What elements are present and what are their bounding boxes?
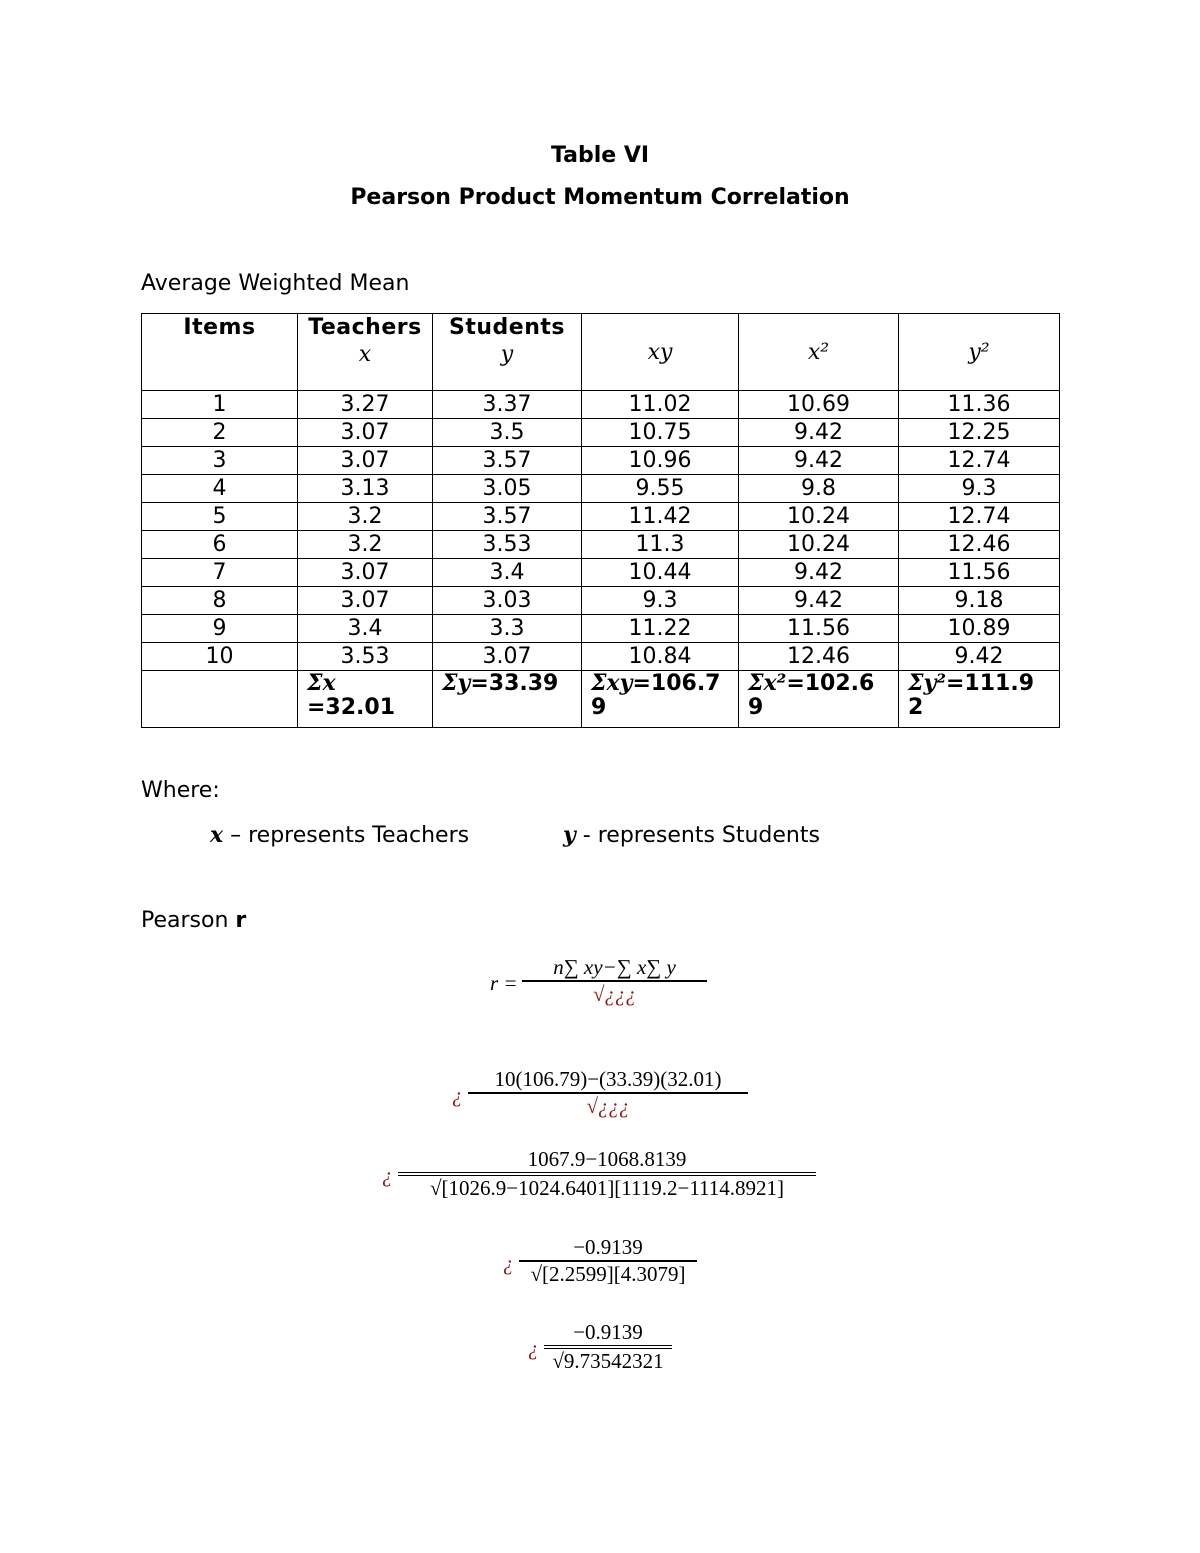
formula-denominator: √9.73542321	[552, 1349, 664, 1373]
table-row	[142, 391, 1060, 419]
table-cell: 10.75	[582, 419, 739, 447]
formula-numerator: 1067.9−1068.8139	[527, 1147, 687, 1171]
table-cell: 11.56	[899, 559, 1060, 587]
table-cell: 3.07	[298, 559, 433, 587]
table-cell: 3.27	[298, 391, 433, 419]
table-cell: 9.42	[739, 587, 899, 615]
table-cell: 2	[142, 419, 298, 447]
table-sum-row	[142, 671, 1060, 728]
table-cell: 10.24	[739, 531, 899, 559]
header-teachers: Teachers x	[298, 314, 433, 391]
table-cell: 3.4	[433, 559, 582, 587]
formula-denominator: √¿¿¿	[592, 982, 637, 1006]
formula-fraction	[398, 1147, 816, 1201]
sum-x-squared-cell: Σx²=102.6 9	[739, 671, 899, 728]
header-y-squared: y²	[899, 314, 1060, 391]
where-y-definition: y - represents Students	[563, 822, 820, 848]
formula-numerator: n∑ xy−∑ x∑ y	[553, 955, 676, 979]
table-cell: 9.42	[739, 447, 899, 475]
table-cell: 12.74	[899, 503, 1060, 531]
table-row	[142, 615, 1060, 643]
table-cell: 3.57	[433, 447, 582, 475]
formula-simplified	[503, 1235, 703, 1295]
formula-fraction	[544, 1320, 672, 1374]
table-cell: 3.13	[298, 475, 433, 503]
formula-fraction	[522, 955, 707, 1007]
formula-denominator: √¿¿¿	[586, 1094, 630, 1118]
formula-substitution	[452, 1067, 752, 1127]
sum-y-squared-cell: Σy²=111.9 2	[899, 671, 1060, 728]
table-cell: 3.03	[433, 587, 582, 615]
table-cell: 12.25	[899, 419, 1060, 447]
table-cell: 9	[142, 615, 298, 643]
table-cell: 10.24	[739, 503, 899, 531]
table-cell: 11.22	[582, 615, 739, 643]
table-cell: 11.3	[582, 531, 739, 559]
formula-lhs: ¿	[528, 1336, 539, 1360]
table-cell: 9.55	[582, 475, 739, 503]
table-cell: 9.42	[739, 419, 899, 447]
table-cell: 3.07	[298, 447, 433, 475]
table-row	[142, 587, 1060, 615]
header-items: Items	[142, 314, 298, 391]
section-label: Average Weighted Mean	[141, 271, 410, 296]
table-cell: 11.36	[899, 391, 1060, 419]
table-row	[142, 531, 1060, 559]
header-xy: xy	[582, 314, 739, 391]
table-row	[142, 643, 1060, 671]
table-cell: 3	[142, 447, 298, 475]
table-subtitle: Pearson Product Momentum Correlation	[350, 185, 850, 210]
table-cell: 9.3	[582, 587, 739, 615]
table-cell: 3.05	[433, 475, 582, 503]
table-cell: 5	[142, 503, 298, 531]
table-cell: 6	[142, 531, 298, 559]
table-cell: 1	[142, 391, 298, 419]
formula-numerator: 10(106.79)−(33.39)(32.01)	[494, 1067, 722, 1091]
table-cell: 11.42	[582, 503, 739, 531]
table-row	[142, 503, 1060, 531]
sum-x-cell: Σx =32.01	[298, 671, 433, 728]
formula-lhs: ¿	[452, 1083, 463, 1107]
table-cell: 3.4	[298, 615, 433, 643]
table-cell: 9.8	[739, 475, 899, 503]
table-cell: 10.96	[582, 447, 739, 475]
formula-expanded	[382, 1147, 822, 1207]
where-label: Where:	[141, 778, 220, 803]
table-cell: 12.46	[739, 643, 899, 671]
table-row	[142, 475, 1060, 503]
formula-final	[528, 1320, 678, 1380]
table-cell: 8	[142, 587, 298, 615]
table-cell: 9.42	[899, 643, 1060, 671]
header-x-squared: x²	[739, 314, 899, 391]
formula-fraction	[519, 1235, 697, 1287]
table-cell: 9.42	[739, 559, 899, 587]
sum-empty-cell	[142, 671, 298, 728]
table-header-row	[142, 314, 1060, 391]
table-cell: 3.57	[433, 503, 582, 531]
table-cell: 3.37	[433, 391, 582, 419]
correlation-table	[141, 313, 1060, 728]
table-cell: 3.2	[298, 503, 433, 531]
table-cell: 10.89	[899, 615, 1060, 643]
table-cell: 3.07	[433, 643, 582, 671]
table-cell: 4	[142, 475, 298, 503]
formula-definition	[490, 955, 720, 1015]
table-cell: 12.46	[899, 531, 1060, 559]
table-cell: 3.5	[433, 419, 582, 447]
header-students: Students y	[433, 314, 582, 391]
table-cell: 3.53	[298, 643, 433, 671]
table-cell: 10.69	[739, 391, 899, 419]
formula-numerator: −0.9139	[573, 1320, 643, 1344]
table-cell: 3.2	[298, 531, 433, 559]
table-cell: 3.07	[298, 587, 433, 615]
formula-lhs: ¿	[503, 1251, 514, 1275]
table-cell: 10.44	[582, 559, 739, 587]
table-cell: 9.3	[899, 475, 1060, 503]
formula-fraction	[468, 1067, 748, 1119]
table-cell: 3.3	[433, 615, 582, 643]
table-cell: 3.53	[433, 531, 582, 559]
sum-y-cell: Σy=33.39	[433, 671, 582, 728]
table-cell: 7	[142, 559, 298, 587]
formula-denominator: √[1026.9−1024.6401][1119.2−1114.8921]	[429, 1176, 785, 1200]
formula-lhs: ¿	[382, 1163, 393, 1187]
formula-numerator: −0.9139	[573, 1235, 643, 1259]
table-row	[142, 559, 1060, 587]
formula-denominator: √[2.2599][4.3079]	[530, 1262, 686, 1286]
table-cell: 3.07	[298, 419, 433, 447]
where-x-definition: x – represents Teachers	[210, 822, 470, 848]
table-cell: 12.74	[899, 447, 1060, 475]
table-cell: 10.84	[582, 643, 739, 671]
table-cell: 11.02	[582, 391, 739, 419]
sum-xy-cell: Σxy=106.7 9	[582, 671, 739, 728]
formula-lhs: r =	[490, 971, 518, 995]
table-cell: 11.56	[739, 615, 899, 643]
table-number-title: Table VI	[550, 143, 650, 168]
table-cell: 9.18	[899, 587, 1060, 615]
table-row	[142, 419, 1060, 447]
pearson-r-label: Pearson r	[141, 908, 247, 933]
table-row	[142, 447, 1060, 475]
table-cell: 10	[142, 643, 298, 671]
